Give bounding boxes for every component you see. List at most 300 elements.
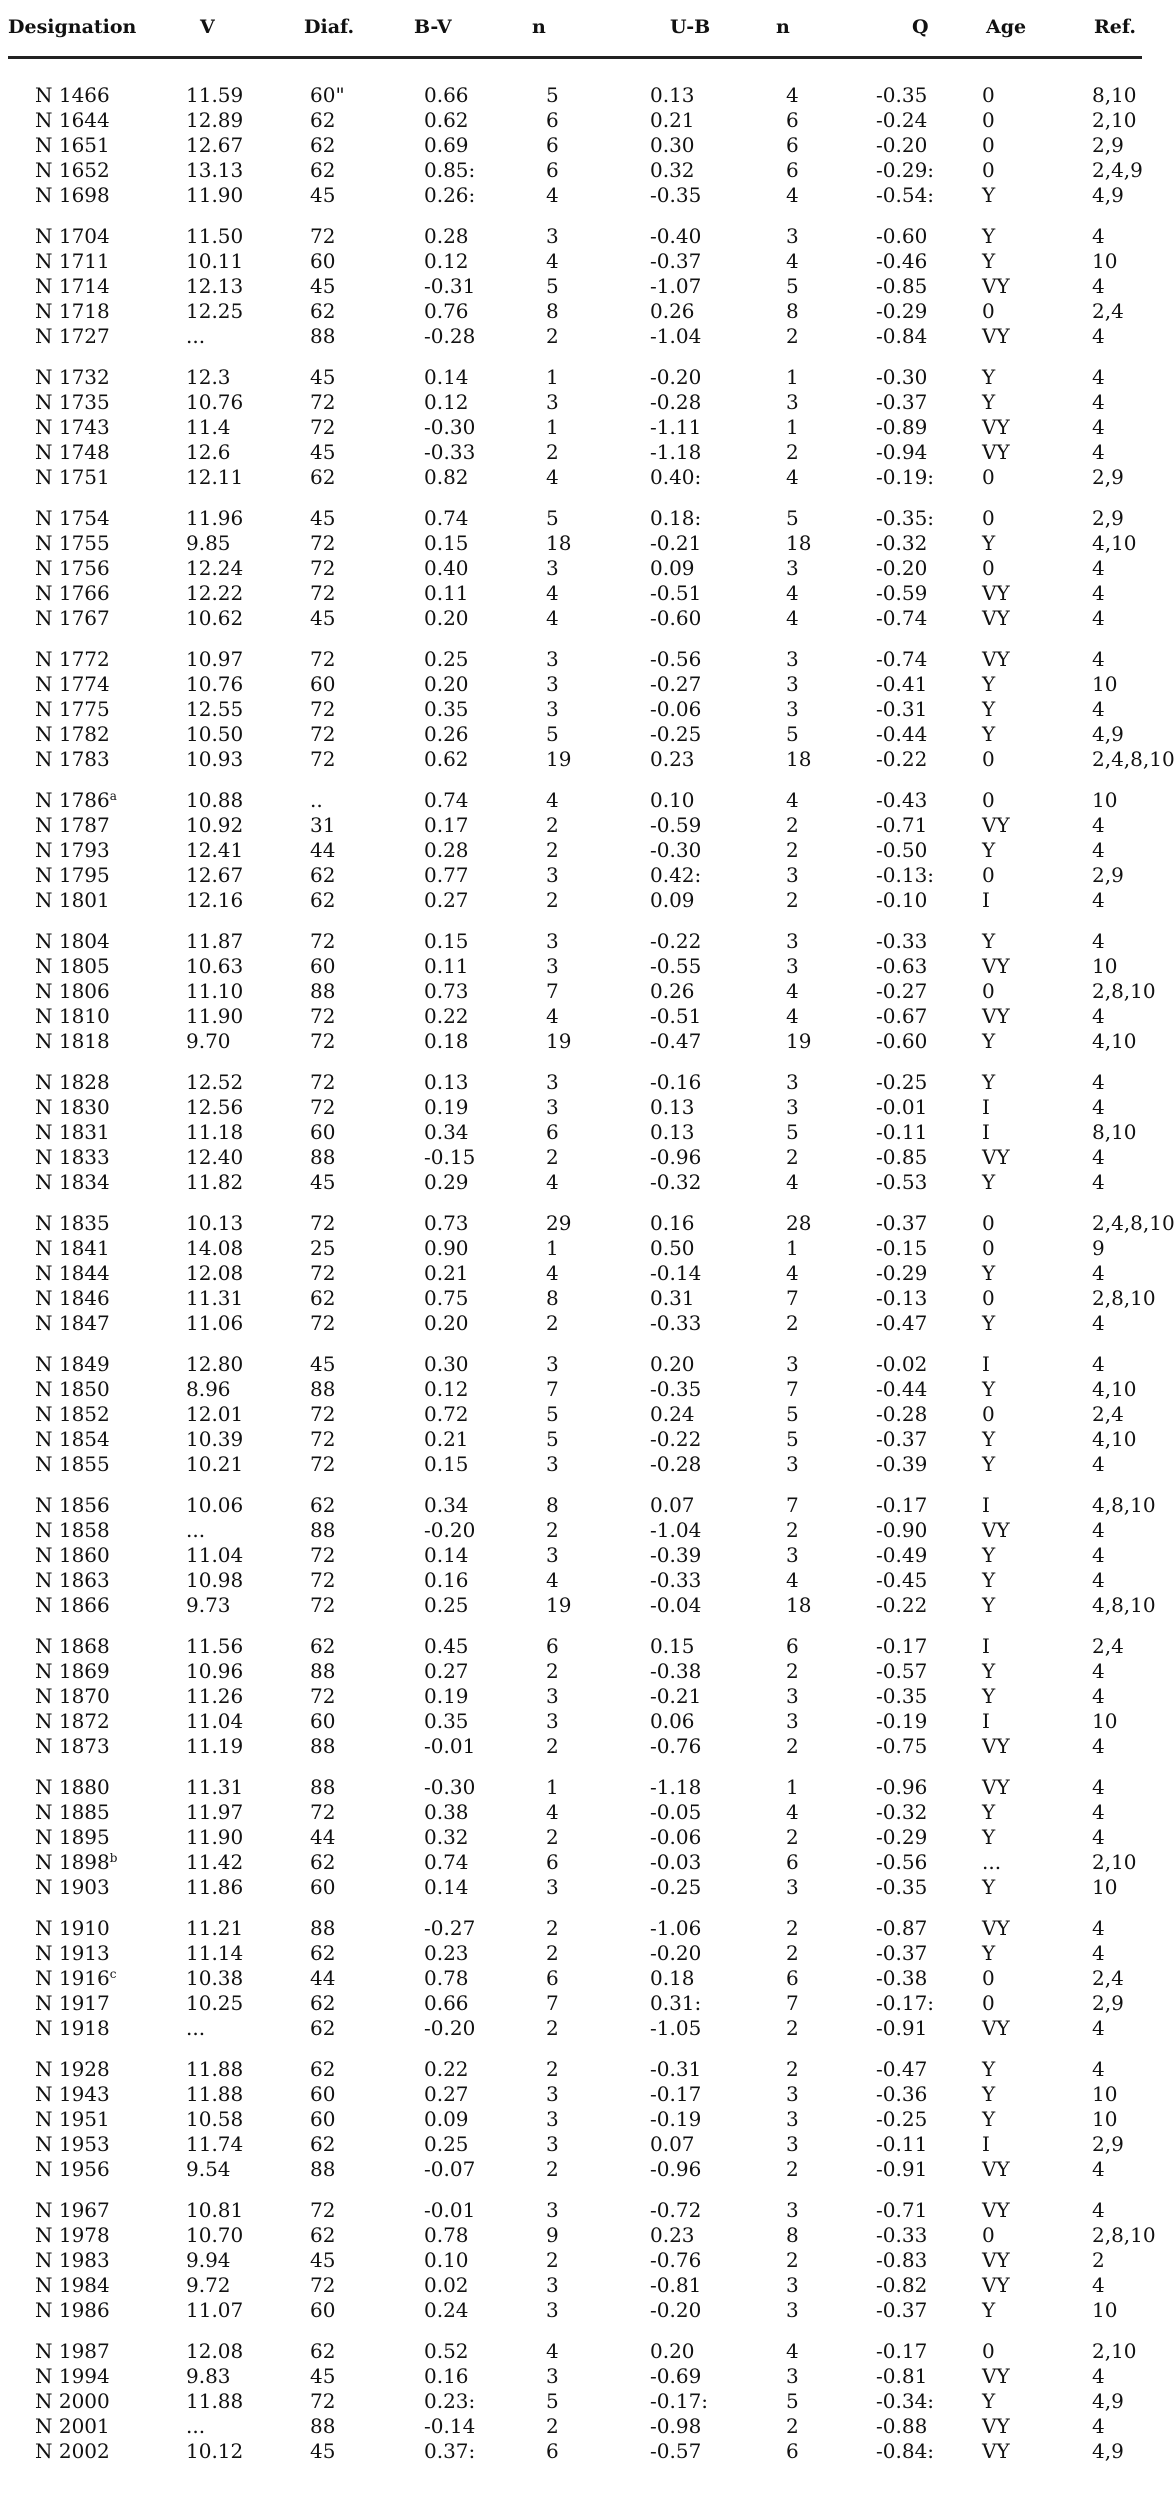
cell-designation: [8, 1004, 178, 1029]
cell-designation: [8, 838, 178, 863]
cell-q-index: -0.57: [876, 1659, 928, 1683]
cell-q-index: -0.19: [876, 1709, 928, 1733]
cell-n-bv: 1: [546, 415, 559, 439]
cell-age: I: [982, 1120, 990, 1144]
table-row: [8, 2016, 1142, 2041]
cell-n-ub: 3: [786, 1543, 799, 1567]
cell-n-ub: 3: [786, 390, 799, 414]
cell-v-mag: 10.38: [186, 1966, 244, 1990]
cell-n-bv: 4: [546, 465, 559, 489]
footnote-mark: b: [109, 1851, 118, 1865]
designation-text: N 1805: [35, 954, 110, 978]
cell-b-v: -0.20: [424, 1518, 476, 1542]
cell-q-index: -0.17: [876, 1493, 928, 1517]
cell-n-bv: 3: [546, 1070, 559, 1094]
cell-age: VY: [982, 647, 1010, 671]
cell-q-index: -0.56: [876, 1850, 928, 1874]
cell-diaphragm: 72: [310, 1029, 336, 1053]
cell-age: Y: [982, 1659, 996, 1683]
cell-n-ub: 3: [786, 2107, 799, 2131]
cell-ref: 4: [1092, 1684, 1105, 1708]
cell-q-index: -0.30: [876, 365, 928, 389]
cell-age: 0: [982, 863, 995, 887]
cell-b-v: 0.11: [424, 581, 469, 605]
cell-q-index: -0.74: [876, 647, 928, 671]
cell-n-ub: 4: [786, 2339, 799, 2363]
table-row: [8, 1311, 1142, 1336]
cell-b-v: 0.21: [424, 1427, 469, 1451]
cell-ref: 4,9: [1092, 183, 1124, 207]
cell-designation: [8, 1070, 178, 1095]
cell-q-index: -0.32: [876, 531, 928, 555]
cell-q-index: -0.85: [876, 274, 928, 298]
group-spacer: [8, 1618, 1142, 1634]
cell-age: VY: [982, 2157, 1010, 2181]
cell-n-bv: 4: [546, 1170, 559, 1194]
cell-n-bv: 2: [546, 1311, 559, 1335]
designation-text: N 1756: [35, 556, 110, 580]
cluster-photometry-table: [8, 16, 1175, 2464]
table-body: [8, 58, 1175, 2465]
group-spacer: [8, 2041, 1142, 2057]
cell-n-ub: 4: [786, 606, 799, 630]
table-row: [8, 2107, 1142, 2132]
cell-n-ub: 3: [786, 2198, 799, 2222]
cell-n-ub: 2: [786, 1311, 799, 1335]
cell-diaphragm: 88: [310, 2157, 336, 2181]
footnote-mark: c: [109, 1967, 117, 1981]
cell-v-mag: 11.97: [186, 1800, 244, 1824]
cell-u-b: -0.55: [650, 954, 702, 978]
cell-age: Y: [982, 2389, 996, 2413]
cell-v-mag: 11.4: [186, 415, 231, 439]
cell-v-mag: 11.26: [186, 1684, 244, 1708]
cell-designation: [8, 2339, 178, 2364]
cell-designation: [8, 415, 178, 440]
cell-v-mag: 8.96: [186, 1377, 231, 1401]
cell-u-b: -0.60: [650, 606, 702, 630]
cell-v-mag: 11.07: [186, 2298, 244, 2322]
cell-n-bv: 6: [546, 158, 559, 182]
cell-n-ub: 2: [786, 2414, 799, 2438]
cell-u-b: -1.05: [650, 2016, 702, 2040]
cell-age: VY: [982, 2364, 1010, 2388]
cell-diaphragm: 72: [310, 2273, 336, 2297]
col-header-b-v: B-V: [406, 16, 516, 58]
cell-v-mag: 11.90: [186, 1825, 244, 1849]
cell-n-bv: 3: [546, 556, 559, 580]
designation-text: N 1727: [35, 324, 110, 348]
table-row: [8, 2339, 1142, 2364]
cell-designation: [8, 1825, 178, 1850]
cell-diaphragm: 60: [310, 1875, 336, 1899]
cell-q-index: -0.36: [876, 2082, 928, 2106]
col-header-q: Q: [854, 16, 962, 58]
cell-b-v: 0.90: [424, 1236, 469, 1260]
cell-q-index: -0.22: [876, 1593, 928, 1617]
cell-v-mag: 11.88: [186, 2389, 244, 2413]
cell-u-b: -0.96: [650, 2157, 702, 2181]
cell-n-bv: 2: [546, 1145, 559, 1169]
cell-n-bv: 6: [546, 133, 559, 157]
cell-u-b: 0.26: [650, 979, 695, 1003]
cell-b-v: 0.28: [424, 224, 469, 248]
cell-ref: 4: [1092, 1311, 1105, 1335]
cell-n-ub: 4: [786, 1800, 799, 1824]
cell-n-ub: 2: [786, 2157, 799, 2181]
cell-age: Y: [982, 1029, 996, 1053]
cell-v-mag: 10.25: [186, 1991, 244, 2015]
cell-diaphragm: 45: [310, 2364, 336, 2388]
cell-v-mag: 11.14: [186, 1941, 244, 1965]
cell-q-index: -0.35: [876, 83, 928, 107]
cell-age: VY: [982, 813, 1010, 837]
cell-n-bv: 2: [546, 440, 559, 464]
cell-q-index: -0.49: [876, 1543, 928, 1567]
cell-v-mag: 12.56: [186, 1095, 244, 1119]
cell-q-index: -0.34:: [876, 2389, 935, 2413]
cell-designation: [8, 1427, 178, 1452]
cell-b-v: 0.52: [424, 2339, 469, 2363]
cell-n-ub: 2: [786, 888, 799, 912]
cell-ref: 4: [1092, 1518, 1105, 1542]
cell-v-mag: ...: [186, 1518, 206, 1542]
cell-age: 0: [982, 1966, 995, 1990]
table-row: [8, 1427, 1142, 1452]
cell-n-bv: 2: [546, 1734, 559, 1758]
cell-n-ub: 4: [786, 979, 799, 1003]
cell-u-b: 0.07: [650, 2132, 695, 2156]
cell-n-ub: 4: [786, 183, 799, 207]
cell-ref: 4: [1092, 1170, 1105, 1194]
table-row: [8, 1402, 1142, 1427]
group-spacer: [8, 772, 1142, 788]
cell-q-index: -0.83: [876, 2248, 928, 2272]
cell-diaphragm: 31: [310, 813, 336, 837]
cell-diaphragm: 72: [310, 1543, 336, 1567]
cell-ref: 2,4,9: [1092, 158, 1143, 182]
cell-u-b: -0.47: [650, 1029, 702, 1053]
cell-n-ub: 5: [786, 274, 799, 298]
cell-v-mag: 12.24: [186, 556, 244, 580]
cell-v-mag: 9.73: [186, 1593, 231, 1617]
cell-age: 0: [982, 465, 995, 489]
cell-v-mag: 10.21: [186, 1452, 244, 1476]
cell-age: Y: [982, 1568, 996, 1592]
cell-v-mag: 12.41: [186, 838, 244, 862]
table-row: [8, 1593, 1142, 1618]
cell-age: Y: [982, 1452, 996, 1476]
cell-b-v: 0.17: [424, 813, 469, 837]
cell-diaphragm: 72: [310, 1211, 336, 1235]
cell-n-bv: 2: [546, 1518, 559, 1542]
cell-b-v: 0.20: [424, 1311, 469, 1335]
cell-u-b: 0.31: [650, 1286, 695, 1310]
cell-b-v: 0.26:: [424, 183, 476, 207]
cell-u-b: 0.42:: [650, 863, 702, 887]
cell-diaphragm: 72: [310, 390, 336, 414]
cell-n-bv: 5: [546, 2389, 559, 2413]
group-spacer: [8, 208, 1142, 224]
cell-v-mag: 10.93: [186, 747, 244, 771]
designation-text: N 1863: [35, 1568, 110, 1592]
group-spacer: [8, 349, 1142, 365]
cell-u-b: -0.25: [650, 1875, 702, 1899]
table-row: [8, 1518, 1142, 1543]
cell-b-v: 0.26: [424, 722, 469, 746]
cell-b-v: 0.19: [424, 1684, 469, 1708]
cell-n-ub: 2: [786, 440, 799, 464]
cell-diaphragm: 62: [310, 2223, 336, 2247]
cell-b-v: 0.75: [424, 1286, 469, 1310]
cell-diaphragm: 72: [310, 1095, 336, 1119]
cell-designation: [8, 108, 178, 133]
cell-v-mag: 10.92: [186, 813, 244, 837]
cell-age: Y: [982, 183, 996, 207]
cell-q-index: -0.25: [876, 2107, 928, 2131]
cell-b-v: 0.66: [424, 83, 469, 107]
table-row: [8, 2298, 1142, 2323]
cell-designation: [8, 133, 178, 158]
cell-u-b: -0.16: [650, 1070, 702, 1094]
cell-n-bv: 6: [546, 2439, 559, 2463]
cell-designation: [8, 1352, 178, 1377]
cell-ref: 4: [1092, 888, 1105, 912]
cell-n-ub: 3: [786, 954, 799, 978]
designation-text: N 1943: [35, 2082, 110, 2106]
cell-age: Y: [982, 2107, 996, 2131]
cell-designation: [8, 1402, 178, 1427]
table-row: [8, 1875, 1142, 1900]
cell-b-v: -0.01: [424, 2198, 476, 2222]
cell-q-index: -0.29: [876, 1825, 928, 1849]
designation-text: N 1916: [35, 1966, 110, 1990]
designation-text: N 1860: [35, 1543, 110, 1567]
cell-ref: 4,8,10: [1092, 1593, 1156, 1617]
cell-diaphragm: 72: [310, 556, 336, 580]
cell-age: VY: [982, 2016, 1010, 2040]
cell-diaphragm: 45: [310, 2439, 336, 2463]
cell-b-v: 0.74: [424, 506, 469, 530]
cell-n-ub: 3: [786, 697, 799, 721]
cell-v-mag: 12.55: [186, 697, 244, 721]
cell-ref: 4: [1092, 838, 1105, 862]
designation-text: N 1852: [35, 1402, 110, 1426]
cell-n-bv: 2: [546, 2016, 559, 2040]
cell-v-mag: 11.04: [186, 1543, 244, 1567]
cell-u-b: -0.22: [650, 929, 702, 953]
cell-n-bv: 3: [546, 1684, 559, 1708]
cell-u-b: 0.13: [650, 1120, 695, 1144]
cell-v-mag: 11.21: [186, 1916, 244, 1940]
designation-text: N 1953: [35, 2132, 110, 2156]
cell-v-mag: 12.3: [186, 365, 231, 389]
cell-n-ub: 19: [786, 1029, 812, 1053]
cell-age: Y: [982, 929, 996, 953]
cell-diaphragm: 45: [310, 440, 336, 464]
cell-q-index: -0.32: [876, 1800, 928, 1824]
cell-designation: [8, 1377, 178, 1402]
cell-b-v: 0.12: [424, 390, 469, 414]
designation-text: N 1782: [35, 722, 110, 746]
cell-q-index: -0.45: [876, 1568, 928, 1592]
cell-diaphragm: 72: [310, 647, 336, 671]
designation-text: N 1983: [35, 2248, 110, 2272]
cell-n-ub: 3: [786, 863, 799, 887]
cell-n-bv: 4: [546, 2339, 559, 2363]
cell-n-ub: 2: [786, 813, 799, 837]
group-spacer: [8, 1759, 1142, 1775]
table-row: [8, 1004, 1142, 1029]
cell-designation: [8, 2016, 178, 2041]
cell-v-mag: 11.90: [186, 183, 244, 207]
cell-n-bv: 3: [546, 1875, 559, 1899]
cell-q-index: -0.22: [876, 747, 928, 771]
cell-v-mag: 10.98: [186, 1568, 244, 1592]
cell-n-bv: 4: [546, 788, 559, 812]
cell-n-bv: 1: [546, 1236, 559, 1260]
table-row: [8, 979, 1142, 1004]
cell-n-ub: 2: [786, 2016, 799, 2040]
group-spacer: [8, 1054, 1142, 1070]
cell-age: VY: [982, 2273, 1010, 2297]
designation-text: N 1754: [35, 506, 110, 530]
cell-u-b: -0.20: [650, 1941, 702, 1965]
cell-ref: 4,9: [1092, 2439, 1124, 2463]
table-row: [8, 2082, 1142, 2107]
designation-text: N 1872: [35, 1709, 110, 1733]
cell-b-v: 0.27: [424, 1659, 469, 1683]
table-row: [8, 299, 1142, 324]
table-row: [8, 83, 1142, 108]
group-spacer: [8, 913, 1142, 929]
cell-diaphragm: 60: [310, 672, 336, 696]
designation-text: N 1844: [35, 1261, 110, 1285]
cell-n-ub: 5: [786, 722, 799, 746]
designation-text: N 1866: [35, 1593, 110, 1617]
cell-b-v: 0.22: [424, 2057, 469, 2081]
cell-u-b: -0.33: [650, 1311, 702, 1335]
cell-b-v: 0.35: [424, 697, 469, 721]
table-row: [8, 1452, 1142, 1477]
cell-designation: [8, 1991, 178, 2016]
cell-diaphragm: 60: [310, 2082, 336, 2106]
cell-q-index: -0.35: [876, 1684, 928, 1708]
cell-ref: 4: [1092, 556, 1105, 580]
cell-b-v: 0.35: [424, 1709, 469, 1733]
cell-q-index: -0.29: [876, 299, 928, 323]
cell-v-mag: 14.08: [186, 1236, 244, 1260]
cell-age: VY: [982, 440, 1010, 464]
cell-v-mag: 12.80: [186, 1352, 244, 1376]
cell-ref: 4,10: [1092, 1427, 1137, 1451]
cell-n-bv: 4: [546, 1568, 559, 1592]
cell-b-v: 0.25: [424, 1593, 469, 1617]
designation-text: N 1855: [35, 1452, 110, 1476]
cell-q-index: -0.90: [876, 1518, 928, 1542]
table-row: [8, 1261, 1142, 1286]
cell-designation: [8, 2364, 178, 2389]
cell-b-v: -0.27: [424, 1916, 476, 1940]
designation-text: N 1774: [35, 672, 110, 696]
cell-q-index: -0.37: [876, 1941, 928, 1965]
cell-b-v: 0.30: [424, 1352, 469, 1376]
cell-b-v: 0.78: [424, 2223, 469, 2247]
cell-n-ub: 3: [786, 2273, 799, 2297]
cell-diaphragm: 62: [310, 465, 336, 489]
table-row: [8, 1211, 1142, 1236]
cell-diaphragm: 62: [310, 863, 336, 887]
cell-q-index: -0.71: [876, 813, 928, 837]
cell-age: Y: [982, 365, 996, 389]
cell-u-b: 0.13: [650, 1095, 695, 1119]
cell-age: ...: [982, 1850, 1002, 1874]
table-row: [8, 1070, 1142, 1095]
cell-u-b: -0.27: [650, 672, 702, 696]
cell-designation: [8, 672, 178, 697]
cell-q-index: -0.35: [876, 1875, 928, 1899]
cell-q-index: -0.31: [876, 697, 928, 721]
cell-q-index: -0.41: [876, 672, 928, 696]
cell-designation: [8, 1311, 178, 1336]
cell-designation: [8, 2107, 178, 2132]
col-header-age: Age: [962, 16, 1058, 58]
cell-n-bv: 2: [546, 1941, 559, 1965]
cell-diaphragm: 25: [310, 1236, 336, 1260]
cell-q-index: -0.39: [876, 1452, 928, 1476]
cell-ref: 10: [1092, 672, 1118, 696]
cell-designation: [8, 2157, 178, 2182]
cell-u-b: -0.76: [650, 2248, 702, 2272]
cell-designation: [8, 365, 178, 390]
cell-b-v: 0.72: [424, 1402, 469, 1426]
cell-age: Y: [982, 1377, 996, 1401]
cell-v-mag: 12.13: [186, 274, 244, 298]
cell-diaphragm: 45: [310, 365, 336, 389]
cell-b-v: -0.14: [424, 2414, 476, 2438]
cell-n-bv: 29: [546, 1211, 572, 1235]
cell-n-ub: 1: [786, 1775, 799, 1799]
cell-b-v: 0.12: [424, 1377, 469, 1401]
cell-age: 0: [982, 788, 995, 812]
table-row: [8, 2364, 1142, 2389]
group-spacer: [8, 490, 1142, 506]
cell-designation: [8, 1120, 178, 1145]
cell-designation: [8, 2414, 178, 2439]
cell-designation: [8, 1966, 178, 1991]
designation-text: N 1956: [35, 2157, 110, 2181]
designation-text: N 1918: [35, 2016, 110, 2040]
cell-designation: [8, 1095, 178, 1120]
cell-designation: [8, 581, 178, 606]
cell-b-v: 0.19: [424, 1095, 469, 1119]
table-row: [8, 2132, 1142, 2157]
cell-b-v: 0.14: [424, 1875, 469, 1899]
cell-diaphragm: 72: [310, 1593, 336, 1617]
group-spacer: [8, 2182, 1142, 2198]
cell-u-b: -0.59: [650, 813, 702, 837]
cell-diaphragm: 72: [310, 581, 336, 605]
cell-u-b: -0.25: [650, 722, 702, 746]
cell-ref: 10: [1092, 249, 1118, 273]
cell-q-index: -0.89: [876, 415, 928, 439]
cell-designation: [8, 979, 178, 1004]
cell-diaphragm: 72: [310, 1427, 336, 1451]
table-row: [8, 747, 1142, 772]
cell-ref: 10: [1092, 2298, 1118, 2322]
cell-n-bv: 2: [546, 838, 559, 862]
cell-diaphragm: 72: [310, 224, 336, 248]
